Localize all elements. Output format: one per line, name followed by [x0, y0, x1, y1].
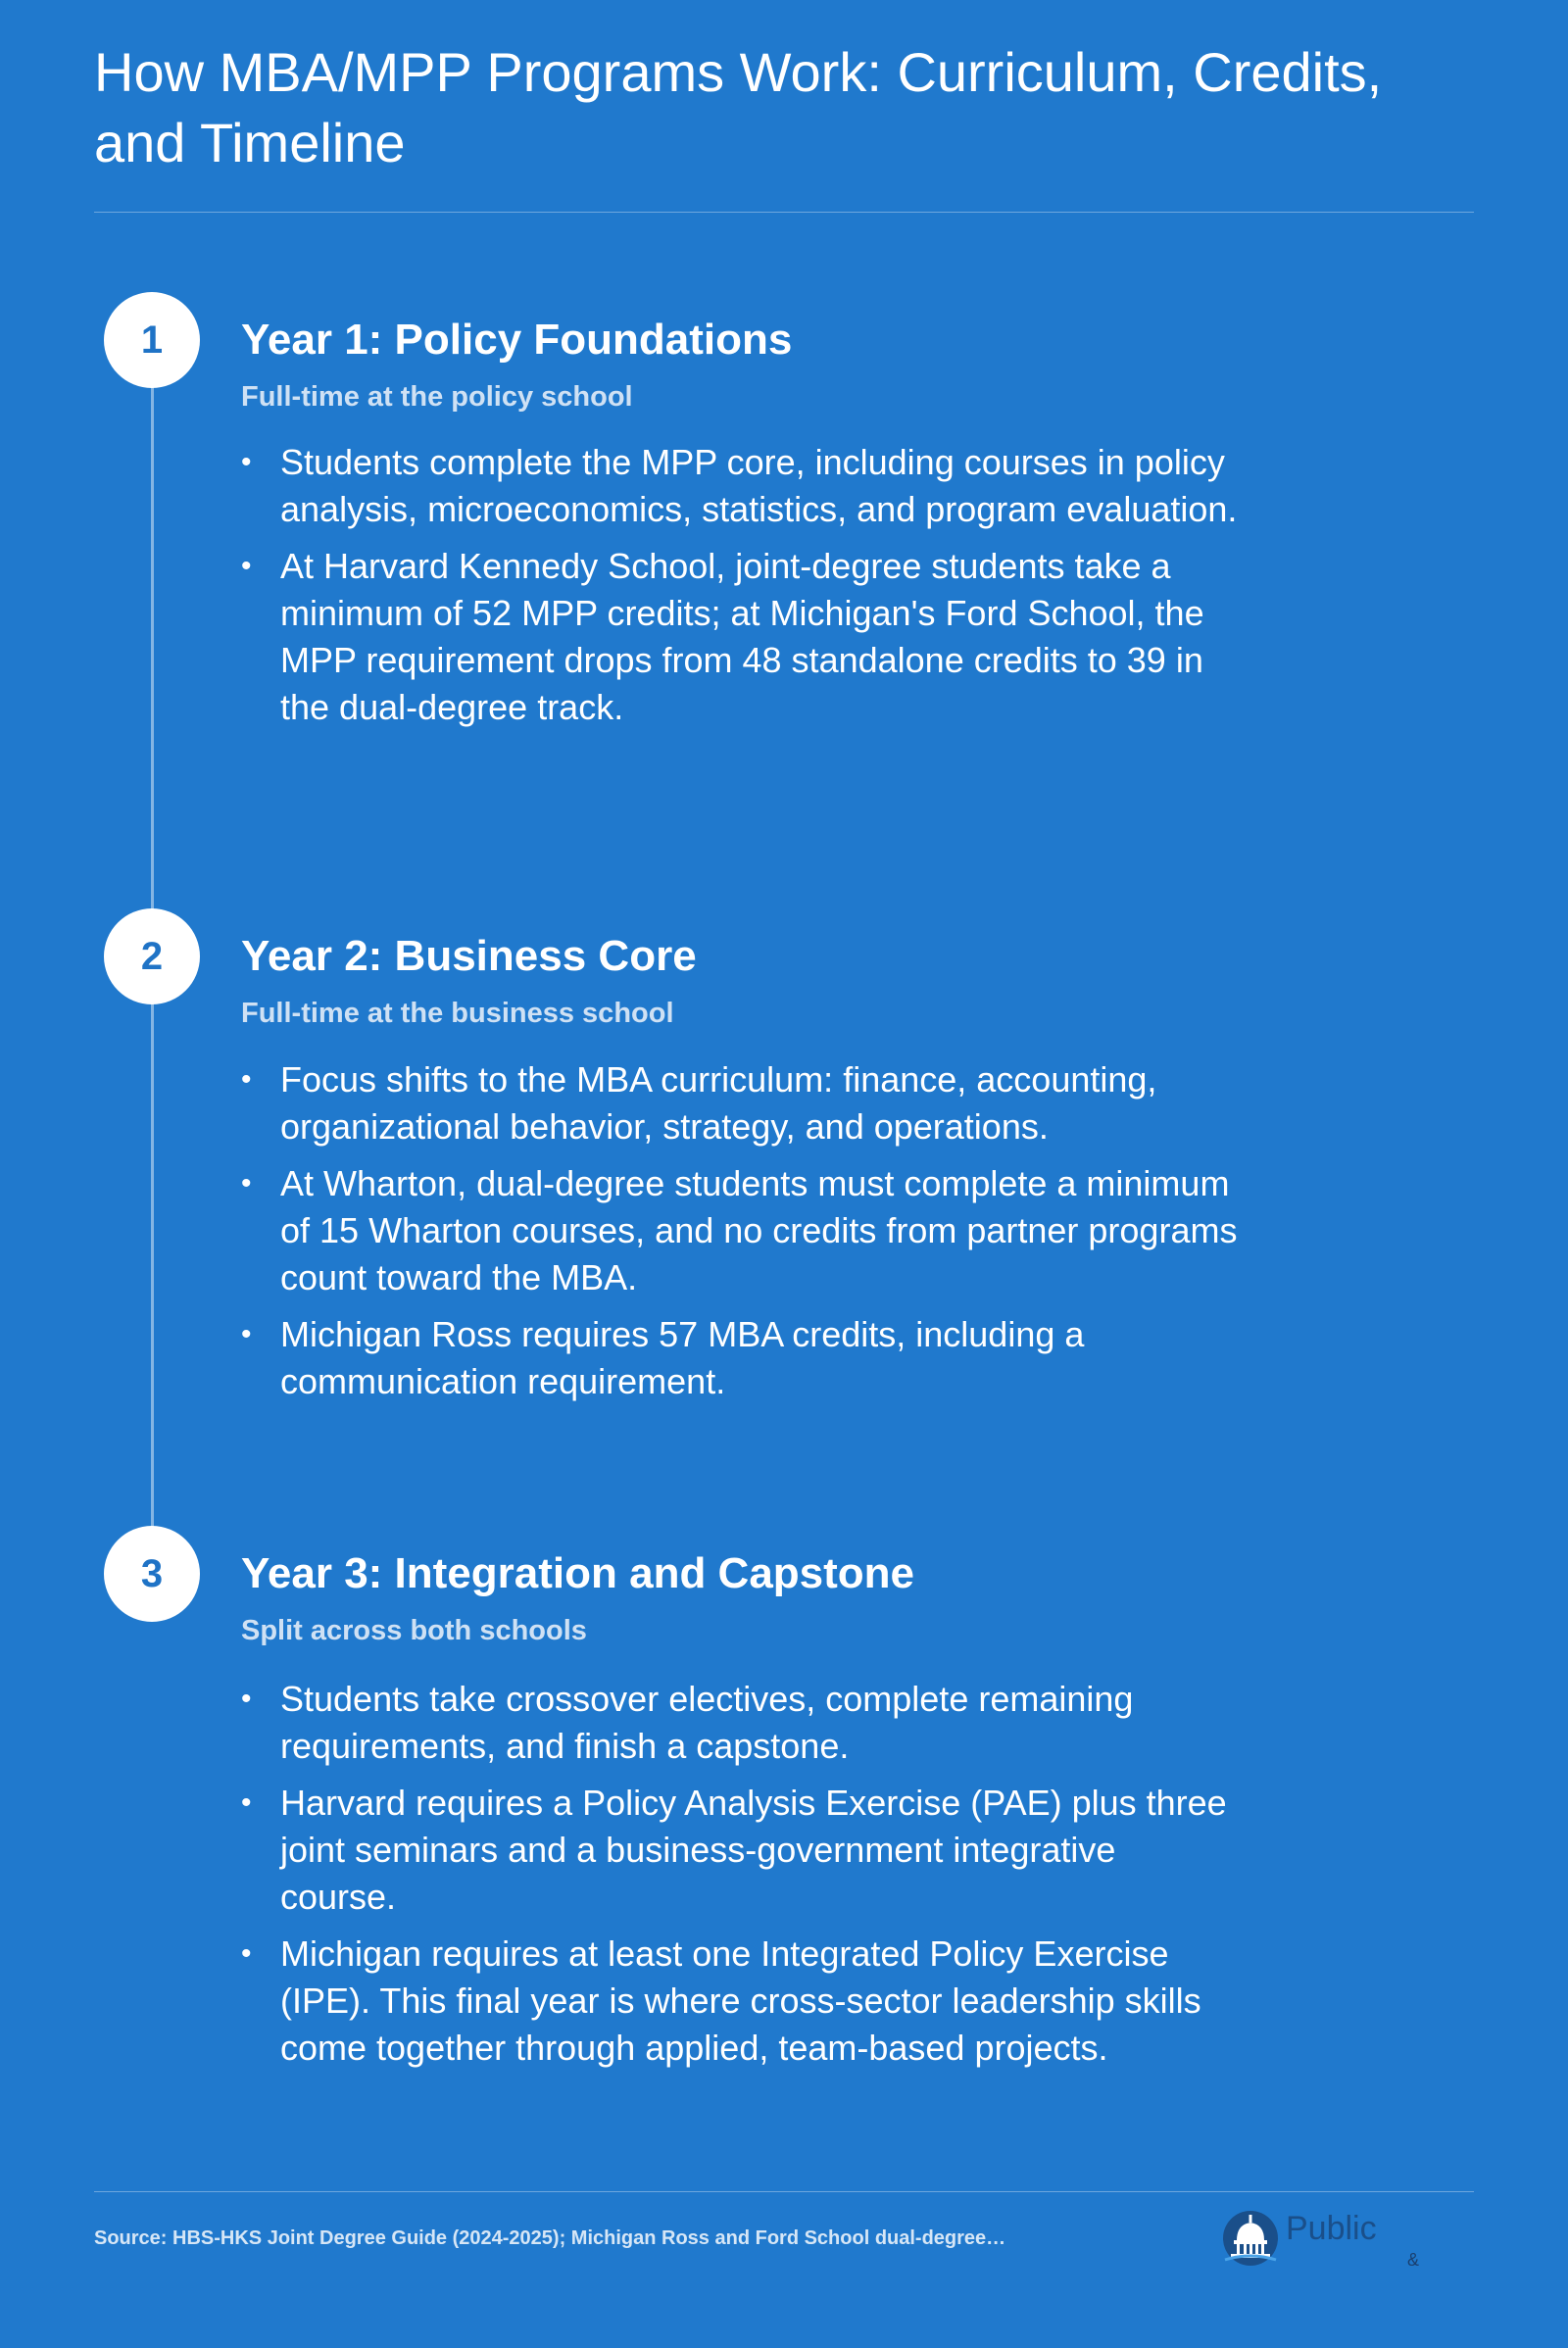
list-item: • At Harvard Kennedy School, joint-degree students take a minimum of 52 MPP credits; at Michigan's Ford School, the MPP requirement drops from 48 standalone credits to 39 in the dual-degree track.	[241, 546, 1204, 727]
bullet-text: Students take crossover electives, complete remaining requirements, and finish a capstone.	[280, 1679, 1134, 1766]
capitol-dome-icon	[1221, 2207, 1280, 2270]
bullet-text: At Harvard Kennedy School, joint-degree students take a minimum of 52 MPP credits; at Michigan's Ford School, the MPP requirement drops from 48 standalone credits to 39 in the dual-degree track.	[280, 546, 1204, 727]
logo-wordmark: Public	[1286, 2210, 1377, 2247]
step-title: Year 3: Integration and Capstone	[241, 1549, 915, 1597]
page-title: How MBA/MPP Programs Work: Curriculum, Credits, and Timeline	[94, 41, 1383, 173]
list-item: • Michigan requires at least one Integrated Policy Exercise (IPE). This final year is where cross-sector leadership skills come together through applied, team-based projects.	[241, 1933, 1201, 2068]
list-item: • Harvard requires a Policy Analysis Exercise (PAE) plus three joint seminars and a business-government integrative course.	[241, 1783, 1227, 1917]
step-subtitle: Split across both schools	[241, 1615, 587, 1646]
step-bullet-list	[241, 1056, 1241, 1415]
bullet-text: Focus shifts to the MBA curriculum: finance, accounting, organizational behavior, strategy, and operations.	[280, 1059, 1157, 1147]
step-number-badge: 2	[104, 908, 200, 1004]
list-item: • Focus shifts to the MBA curriculum: finance, accounting, organizational behavior, strategy, and operations.	[241, 1059, 1157, 1147]
header-divider	[94, 212, 1474, 213]
footer-divider	[94, 2191, 1474, 2192]
step-number-badge: 1	[104, 292, 200, 388]
step-bullet-list	[241, 439, 1241, 741]
publisher-logo	[1221, 2207, 1476, 2285]
step-subtitle: Full-time at the business school	[241, 998, 674, 1029]
bullet-text: Michigan Ross requires 57 MBA credits, including a communication requirement.	[280, 1314, 1085, 1401]
bullet-text: Harvard requires a Policy Analysis Exercise (PAE) plus three joint seminars and a business-government integrative course.	[280, 1783, 1227, 1917]
list-item: • Students take crossover electives, complete remaining requirements, and finish a capstone.	[241, 1679, 1134, 1766]
step-subtitle: Full-time at the policy school	[241, 381, 633, 413]
bullet-text: At Wharton, dual-degree students must complete a minimum of 15 Wharton courses, and no credits from partner programs count toward the MBA.	[280, 1163, 1238, 1297]
source-note: Source: HBS-HKS Joint Degree Guide (2024-2025); Michigan Ross and Ford School dual-degree…	[94, 2227, 1006, 2249]
list-item: • Students complete the MPP core, including courses in policy analysis, microeconomics, statistics, and program evaluation.	[241, 442, 1238, 529]
list-item: • Michigan Ross requires 57 MBA credits, including a communication requirement.	[241, 1314, 1085, 1401]
step-number-badge: 3	[104, 1526, 200, 1622]
bullet-text: Michigan requires at least one Integrated Policy Exercise (IPE). This final year is where cross-sector leadership skills come together through applied, team-based projects.	[280, 1933, 1201, 2068]
step-bullet-list	[241, 1676, 1241, 2081]
list-item: • At Wharton, dual-degree students must complete a minimum of 15 Wharton courses, and no credits from partner programs count toward the MBA.	[241, 1163, 1238, 1297]
bullet-text: Students complete the MPP core, including courses in policy analysis, microeconomics, statistics, and program evaluation.	[280, 442, 1238, 529]
step-title: Year 2: Business Core	[241, 932, 697, 980]
step-title: Year 1: Policy Foundations	[241, 316, 793, 364]
logo-ampersand: &	[1407, 2250, 1420, 2270]
